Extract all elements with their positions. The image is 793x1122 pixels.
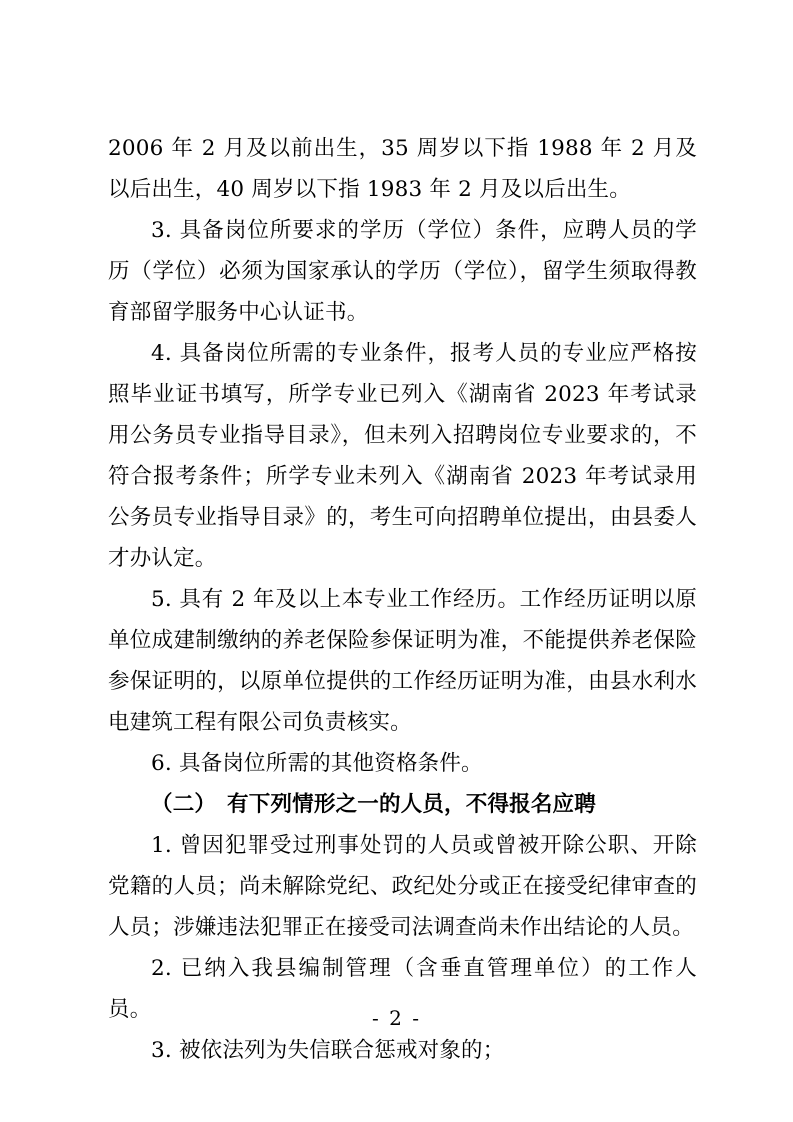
paragraph-age-continued: 2006 年 2 月及以前出生，35 周岁以下指 1988 年 2 月及以后出生，40 周岁以下指 1983 年 2 月及以后出生。: [108, 136, 697, 202]
paragraph-item-5: 5. 具有 2 年及以上本专业工作经历。工作经历证明以原单位成建制缴纳的养老保险参保证明为准，不能提供养老保险参保证明的，以原单位提供的工作经历证明为准，由县水利水电建筑工程有限公司负责核实。: [108, 587, 697, 735]
paragraph-exclusion-2: 2. 已纳入我县编制管理（含垂直管理单位）的工作人员。: [108, 956, 697, 1022]
paragraph-item-3: 3. 具备岗位所要求的学历（学位）条件，应聘人员的学历（学位）必须为国家承认的学历（学位），留学生须取得教育部留学服务中心认证书。: [108, 218, 697, 325]
paragraph-item-6: 6. 具备岗位所需的其他资格条件。: [151, 751, 483, 776]
paragraph-exclusion-3: 3. 被依法列为失信联合惩戒对象的；: [151, 1038, 505, 1063]
page-number: - 2 -: [372, 1006, 421, 1030]
document-body: [108, 128, 697, 1071]
paragraph-exclusion-1: 1. 曾因犯罪受过刑事处罚的人员或曾被开除公职、开除党籍的人员；尚未解除党纪、政纪处分或正在接受纪律审查的人员；涉嫌违法犯罪正在接受司法调查尚未作出结论的人员。: [108, 833, 697, 940]
section-heading-2: （二） 有下列情形之一的人员，不得报名应聘: [151, 792, 596, 817]
paragraph-item-4: 4. 具备岗位所需的专业条件，报考人员的专业应严格按照毕业证书填写，所学专业已列入《湖南省 2023 年考试录用公务员专业指导目录》，但未列入招聘岗位专业要求的，不符合报考条件；所学专业未列入《湖南省 2023 年考试录用公务员专业指导目录》的，考生可向招聘单位提出，由县委人才办认定。: [108, 341, 697, 571]
